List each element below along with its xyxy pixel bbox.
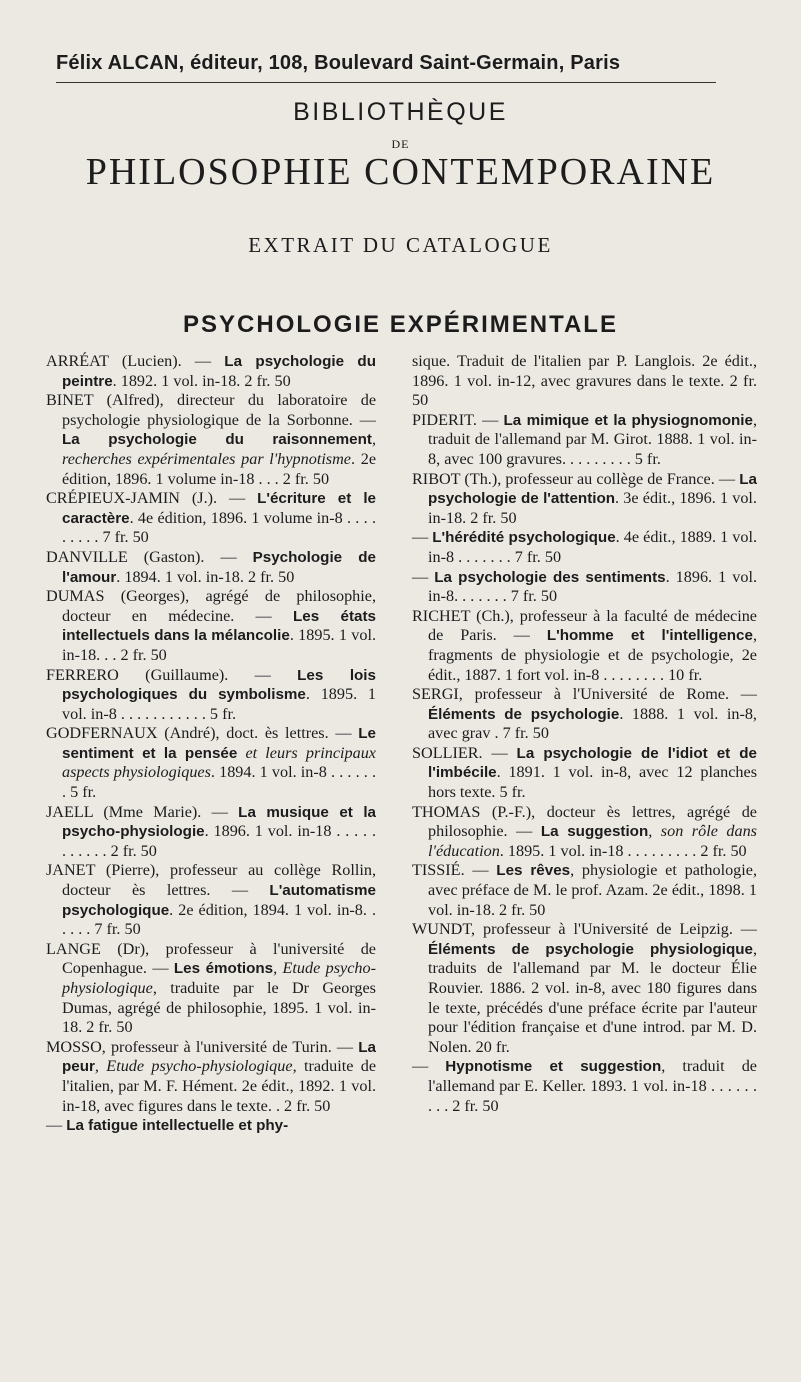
publisher-header: Félix ALCAN, éditeur, 108, Boulevard Saint-Germain, Paris (56, 52, 621, 74)
entry-subtitle: et leurs principaux aspects physiologiques (62, 743, 376, 782)
catalogue-entry (46, 940, 376, 1038)
catalogue-entry (412, 920, 757, 1057)
entry-details: . 3e édit., 1896. 1 vol. in-18. 2 fr. 50 (428, 489, 757, 527)
entry-author: sique. Traduit de l'italien par P. Langlois. 2e édit., 1896. 1 vol. in-12, avec gravures dans le texte. 2 fr. 50 (412, 352, 757, 410)
entry-author: GODFERNAUX (André), doct. ès lettres. — (46, 724, 359, 743)
entry-author: TISSIÉ. — (412, 861, 497, 880)
entry-author: ARRÉAT (Lucien). — (46, 352, 225, 370)
entry-author: PIDERIT. — (412, 410, 504, 429)
catalogue-entry (412, 685, 757, 744)
entry-title: Les émotions (173, 960, 274, 978)
entry-title: La peur (62, 1038, 376, 1076)
entry-title: La mimique et la physiognomonie (503, 411, 753, 429)
collection-title-line2: DE (391, 137, 410, 151)
entry-author: DANVILLE (Gaston). — (46, 547, 253, 566)
entry-details: , traduite de l'italien, par M. F. Hément. 2e édit., 1892. 1 vol. in-18, avec figures dans le texte. . 2 fr. 50 (62, 1057, 376, 1115)
catalogue-subtitle: EXTRAIT DU CATALOGUE (248, 233, 553, 257)
entry-details: . 1894. 1 vol. in-18. 2 fr. 50 (116, 567, 295, 586)
entry-details: . 1888. 1 vol. in-8, avec grav . 7 fr. 50 (428, 704, 757, 743)
entry-details: . 4e édit., 1889. 1 vol. in-8 . . . . . . . 7 fr. 50 (428, 528, 757, 566)
left-column (46, 352, 376, 1136)
entry-author: — (412, 567, 435, 586)
entry-details: . 1896. 1 vol. in-18 . . . . . . . . . . . 2 fr. 50 (62, 822, 376, 860)
entry-subtitle: , recherches expérimentales par l'hypnotisme (62, 430, 376, 468)
entry-title: L'écriture et le caractère (62, 490, 377, 527)
entry-author: WUNDT, professeur à l'Université de Leipzig. — (412, 920, 757, 939)
catalogue-entry (46, 548, 376, 587)
entry-title: La musique et la psycho-physiologie (62, 803, 376, 841)
entry-title: La psychologie du peintre (62, 353, 376, 390)
section-heading: PSYCHOLOGIE EXPÉRIMENTALE (183, 311, 618, 338)
entry-title: Les états intellectuels dans la mélancolie (62, 607, 376, 645)
catalogue-entry (412, 528, 757, 567)
entry-title: Les rêves (496, 862, 571, 880)
catalogue-entry (46, 587, 376, 665)
entry-details: . 1892. 1 vol. in-18. 2 fr. 50 (112, 371, 291, 390)
catalogue-entry (46, 861, 376, 939)
entry-details: . 1896. 1 vol. in-8. . . . . . . 7 fr. 50 (428, 567, 758, 606)
entry-details: . 1894. 1 vol. in-8 . . . . . . . 5 fr. (62, 763, 376, 802)
entry-title: Les lois psychologiques du symbolisme (62, 666, 376, 704)
entry-title: La psychologie du raisonnement (62, 431, 372, 449)
entry-details: . 1891. 1 vol. in-8, avec 12 planches hors texte. 5 fr. (428, 763, 757, 802)
entry-details: . 2e édition, 1896. 1 volume in-18 . . . 2 fr. 50 (62, 449, 376, 488)
entry-details: , traduit de l'allemand par E. Keller. 1893. 1 vol. in-18 . . . . . . . . . 2 fr. 50 (428, 1057, 757, 1115)
entry-title: La psychologie de l'idiot et de l'imbécile (428, 744, 757, 782)
entry-title: L'automatisme psychologique (62, 882, 376, 919)
entry-title: Psychologie de l'amour (62, 548, 376, 586)
catalogue-entry (412, 803, 757, 862)
entry-subtitle: , Etude psycho-physiologique (94, 1057, 293, 1076)
entry-details: . 1895. 1 vol. in-8 . . . . . . . . . . . 5 fr. (62, 685, 376, 723)
catalogue-entry (46, 666, 376, 725)
catalogue-entry (46, 1038, 376, 1116)
entry-subtitle: , son rôle dans l'éducation (428, 822, 757, 860)
collection-title-line3: PHILOSOPHIE CONTEMPORAINE (85, 151, 716, 193)
entry-author: LANGE (Dr), professeur à l'université de Copenhague. — (46, 939, 376, 978)
entry-details: , traduit de l'allemand par M. Girot. 1888. 1 vol. in-8, avec 100 gravures. . . . . . . . . 5 fr. (428, 410, 757, 468)
entry-author: DUMAS (Georges), agrégé de philosophie, docteur en médecine. — (46, 587, 376, 625)
catalogue-entry (412, 411, 757, 470)
entry-author: — (46, 1116, 67, 1135)
catalogue-entry (412, 861, 757, 920)
catalogue-entry (412, 568, 757, 607)
entry-details: , fragments de physiologie et de psychologie, 2e édit., 1887. 1 fort vol. in-8 . . . . . . . . 10 fr. (428, 626, 757, 684)
catalogue-entry (46, 803, 376, 862)
entry-author: THOMAS (P.-F.), docteur ès lettres, agrégé de philosophie. — (412, 802, 757, 841)
entry-title: La fatigue intellectuelle et phy- (66, 1117, 289, 1135)
entry-author: JANET (Pierre), professeur au collège Rollin, docteur ès lettres. — (46, 861, 376, 900)
catalogue-entry (46, 724, 376, 802)
entry-title: La suggestion (540, 823, 649, 841)
entry-details: . 2e édition, 1894. 1 vol. in-8. . . . . . 7 fr. 50 (62, 900, 376, 939)
entry-author: MOSSO, professeur à l'université de Turin. — (46, 1037, 359, 1056)
catalogue-entry (46, 489, 376, 548)
entry-title: Éléments de psychologie physiologique (428, 940, 753, 958)
entry-title: Éléments de psychologie (428, 705, 620, 723)
catalogue-entry (46, 352, 376, 391)
entry-author: RICHET (Ch.), professeur à la faculté de médecine de Paris. — (412, 606, 757, 645)
entry-title: La psychologie de l'attention (428, 470, 757, 508)
entry-details: . 1895. 1 vol. in-18 . . . . . . . . . 2 fr. 50 (499, 841, 747, 860)
catalogue-entry (46, 391, 376, 489)
entry-author: SERGI, professeur à l'Université de Rome. — (412, 685, 757, 704)
entry-author: FERRERO (Guillaume). — (46, 665, 298, 684)
entry-author: RIBOT (Th.), professeur au collège de France. — (412, 469, 740, 488)
entry-details: . 4e édition, 1896. 1 volume in-8 . . . . . . . . . 7 fr. 50 (62, 508, 376, 547)
entry-details: , traduits de l'allemand par M. le docteur Élie Rouvier. 1886. 2 vol. in-8, avec 180 figures dans le texte, précédés d'une préface écrite par l'auteur pour l'édition française et d'une introd. par M. D. Nolen. 20 fr. (428, 939, 757, 1056)
entry-author: CRÉPIEUX-JAMIN (J.). — (46, 489, 258, 508)
entry-title: Le sentiment et la pensée (62, 725, 376, 762)
entry-author: JAELL (Mme Marie). — (46, 802, 239, 821)
collection-title-line1: BIBLIOTHÈQUE (293, 98, 508, 126)
entry-title: L'hérédité psychologique (432, 529, 616, 547)
right-column (412, 352, 757, 1116)
header-rule (56, 82, 716, 83)
entry-details: . 1895. 1 vol. in-18. . . 2 fr. 50 (62, 626, 376, 664)
entry-author: BINET (Alfred), directeur du laboratoire de psychologie physiologique de la Sorbonne. — (46, 391, 376, 429)
catalogue-entry (412, 352, 757, 411)
catalogue-entry (412, 470, 757, 529)
entry-author: SOLLIER. — (412, 743, 517, 762)
entry-title: L'homme et l'intelligence (546, 627, 753, 645)
entry-subtitle: , Etude psycho-physiologique (62, 959, 376, 997)
entry-details: , physiologie et pathologie, avec préface de M. le prof. Azam. 2e édit., 1898. 1 vol. in-18. 2 fr. 50 (428, 861, 757, 919)
catalogue-entry (412, 607, 757, 685)
entry-author: — (412, 1057, 446, 1076)
entry-author: — (412, 528, 433, 547)
catalogue-entry (46, 1116, 376, 1136)
entry-details: , traduite par le Dr Georges Dumas, agrégé de philosophie, 1895. 1 vol. in-18. 2 fr. 50 (62, 979, 376, 1037)
entry-title: Hypnotisme et suggestion (445, 1058, 662, 1076)
entry-title: La psychologie des sentiments (434, 568, 666, 586)
catalogue-entry (412, 744, 757, 803)
catalogue-entry (412, 1057, 757, 1116)
